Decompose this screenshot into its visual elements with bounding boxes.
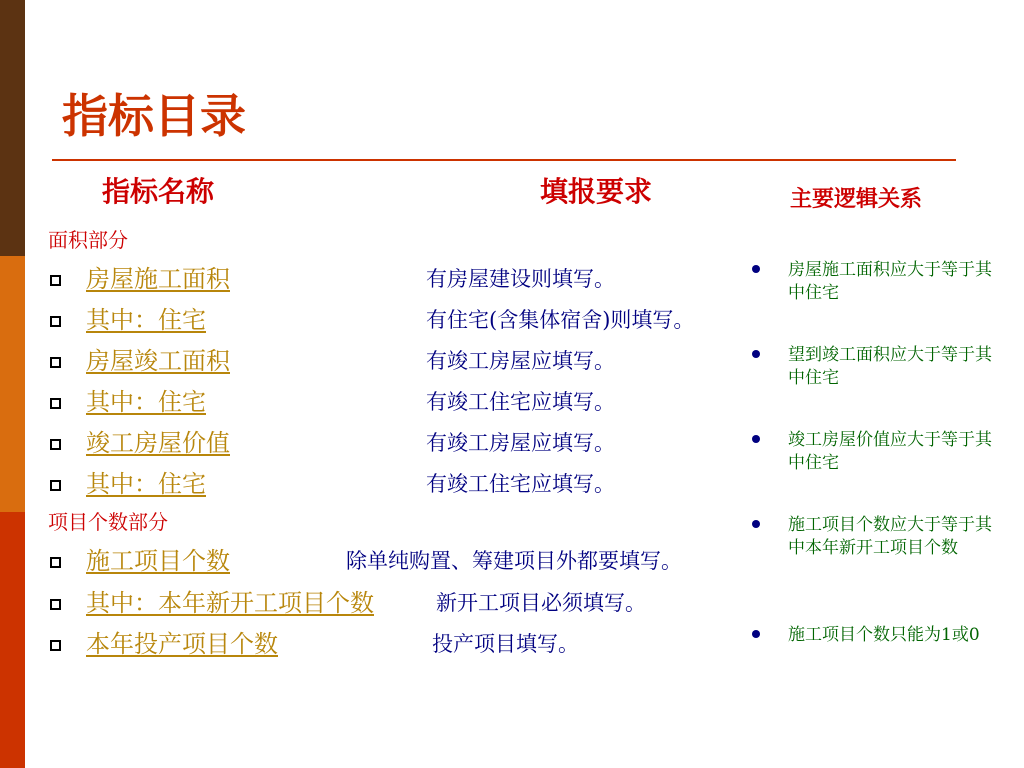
- indicator-link[interactable]: 其中：住宅: [86, 306, 206, 334]
- section-label-area: 面积部分: [48, 228, 128, 252]
- fill-requirement: 有竣工住宅应填写。: [426, 390, 615, 414]
- logic-relation-text: 房屋施工面积应大于等于其中住宅: [788, 260, 992, 303]
- square-bullet-icon: [50, 398, 61, 409]
- decorative-stripe-top: [0, 0, 25, 256]
- section-label-project-count: 项目个数部分: [48, 510, 168, 534]
- page-title: 指标目录: [62, 89, 246, 143]
- logic-relation-text: 施工项目个数只能为1或0: [788, 625, 980, 645]
- fill-requirement: 有住宅(含集体宿舍)则填写。: [426, 308, 695, 332]
- fill-requirement: 有竣工住宅应填写。: [426, 472, 615, 496]
- round-bullet-icon: [752, 265, 760, 273]
- round-bullet-icon: [752, 520, 760, 528]
- square-bullet-icon: [50, 275, 61, 286]
- round-bullet-icon: [752, 350, 760, 358]
- indicator-row: [0, 584, 1024, 624]
- round-bullet-icon: [752, 630, 760, 638]
- column-header-requirement: 填报要求: [540, 175, 653, 208]
- column-header-logic: 主要逻辑关系: [790, 186, 923, 212]
- fill-requirement: 有房屋建设则填写。: [426, 267, 615, 291]
- fill-requirement: 有竣工房屋应填写。: [426, 349, 615, 373]
- indicator-link[interactable]: 其中：本年新开工项目个数: [86, 589, 374, 617]
- square-bullet-icon: [50, 640, 61, 651]
- indicator-link[interactable]: 房屋施工面积: [86, 265, 230, 293]
- indicator-link[interactable]: 本年投产项目个数: [86, 630, 278, 658]
- indicator-link[interactable]: 施工项目个数: [86, 547, 230, 575]
- square-bullet-icon: [50, 557, 61, 568]
- indicator-link[interactable]: 其中：住宅: [86, 388, 206, 416]
- fill-requirement: 新开工项目必须填写。: [436, 591, 646, 615]
- logic-relation-text: 望到竣工面积应大于等于其中住宅: [788, 345, 992, 388]
- square-bullet-icon: [50, 599, 61, 610]
- square-bullet-icon: [50, 357, 61, 368]
- fill-requirement: 有竣工房屋应填写。: [426, 431, 615, 455]
- square-bullet-icon: [50, 439, 61, 450]
- logic-relation-text: 施工项目个数应大于等于其中本年新开工项目个数: [788, 515, 992, 558]
- square-bullet-icon: [50, 480, 61, 491]
- indicator-link[interactable]: 房屋竣工面积: [86, 347, 230, 375]
- indicator-row: [0, 301, 1024, 341]
- title-divider: [52, 159, 956, 161]
- indicator-link[interactable]: 其中：住宅: [86, 470, 206, 498]
- fill-requirement: 除单纯购置、筹建项目外都要填写。: [346, 549, 682, 573]
- fill-requirement: 投产项目填写。: [432, 632, 579, 656]
- column-header-name: 指标名称: [102, 175, 215, 208]
- square-bullet-icon: [50, 316, 61, 327]
- round-bullet-icon: [752, 435, 760, 443]
- indicator-link[interactable]: 竣工房屋价值: [86, 429, 230, 457]
- logic-relation-text: 竣工房屋价值应大于等于其中住宅: [788, 430, 992, 473]
